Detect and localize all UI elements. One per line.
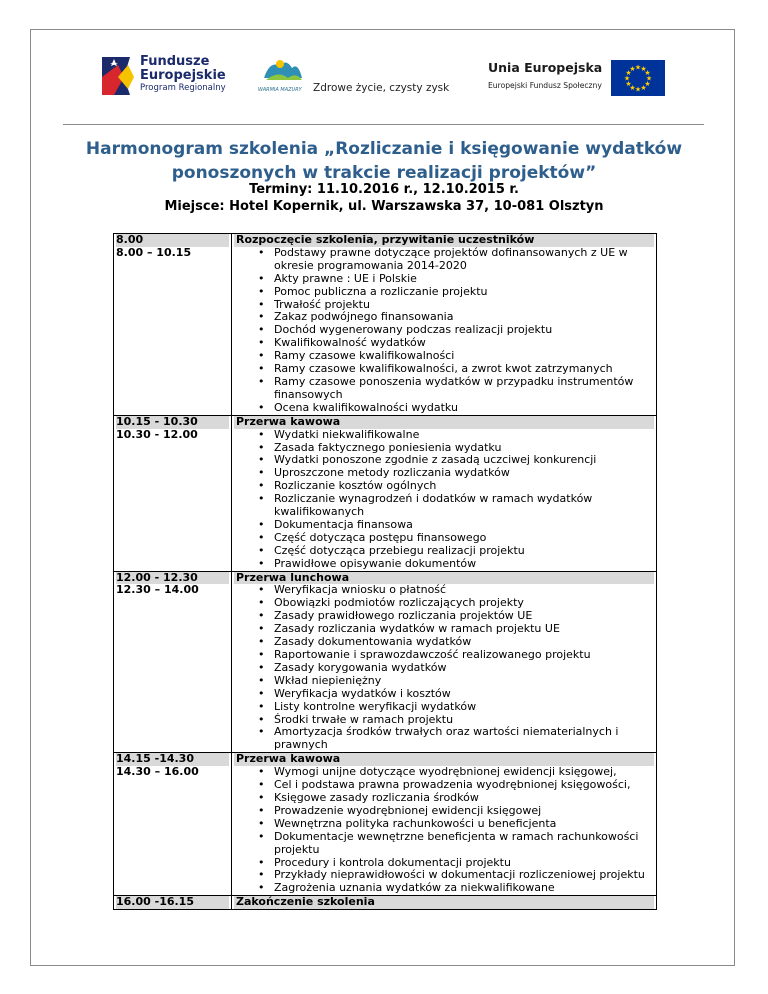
eu-star-icon: ★ xyxy=(629,64,636,73)
eu-line1: Unia Europejska xyxy=(488,60,603,75)
topic-item: • Kwalifikowalność wydatków xyxy=(274,337,654,350)
topic-item: • Wydatki ponoszone zgodnie z zasadą uczciwej konkurencji xyxy=(274,454,654,467)
topic-item: • Dochód wygenerowany podczas realizacji projektu xyxy=(274,324,654,337)
topic-item: • Część dotycząca przebiegu realizacji projektu xyxy=(274,545,654,558)
topic-item: • Obowiązki podmiotów rozliczających projekty xyxy=(274,597,654,610)
session-header: Zakończenie szkolenia xyxy=(234,896,654,909)
topic-item: • Akty prawne : UE i Polskie xyxy=(274,273,654,286)
eu-star-icon: ★ xyxy=(634,85,642,94)
topic-item: • Procedury i kontrola dokumentacji projektu xyxy=(274,857,654,870)
session-header: Przerwa lunchowa xyxy=(234,572,654,585)
schedule-row xyxy=(114,415,657,571)
schedule-row xyxy=(114,571,657,753)
topic-item: • Pomoc publiczna a rozliczanie projektu xyxy=(274,286,654,299)
time-label: 14.30 – 16.00 xyxy=(116,765,199,779)
topic-item: • Wymogi unijne dotyczące wyodrębnionej ewidencji księgowej, xyxy=(274,766,654,779)
eu-star-icon: ★ xyxy=(629,84,636,93)
topic-item: • Wkład niepieniężny xyxy=(274,675,654,688)
eu-star-icon: ★ xyxy=(625,80,632,88)
time-cell xyxy=(114,571,232,753)
time-cell xyxy=(114,896,232,910)
topic-item: • Część dotycząca postępu finansowego xyxy=(274,532,654,545)
topic-item: • Ramy czasowe ponoszenia wydatków w przypadku instrumentów finansowych xyxy=(274,376,654,402)
topic-item: • Dokumentacja finansowa xyxy=(274,519,654,532)
training-dates: Terminy: 11.10.2016 r., 12.10.2015 r. xyxy=(249,182,519,197)
content-cell xyxy=(232,571,657,753)
eu-star-icon: ★ xyxy=(644,69,651,77)
warmia-mazury-logo xyxy=(258,56,488,100)
fundusze-europejskie-logo xyxy=(100,55,250,97)
time-cell xyxy=(114,415,232,571)
time-label: 10.15 - 10.30 xyxy=(116,416,229,429)
topic-item: • Amortyzacja środków trwałych oraz wartości niematerialnych i prawnych xyxy=(274,726,654,752)
fe-line2: Europejskie xyxy=(140,67,226,83)
topic-item: • Prowadzenie wyodrębnionej ewidencji księgowej xyxy=(274,805,654,818)
time-label: 10.30 - 12.00 xyxy=(116,427,198,441)
eu-label xyxy=(488,60,603,90)
topic-item: • Zakaz podwójnego finansowania xyxy=(274,311,654,324)
topic-list xyxy=(234,766,654,895)
topic-item: • Ramy czasowe kwalifikowalności, a zwrot kwot zatrzymanych xyxy=(274,363,654,376)
eu-star-icon: ★ xyxy=(625,69,632,77)
topic-item: • Podstawy prawne dotyczące projektów dofinansowanych z UE w okresie programowania 2014-2020 xyxy=(274,247,654,273)
topic-item: • Rozliczanie wynagrodzeń i dodatków w ramach wydatków kwalifikowanych xyxy=(274,493,654,519)
topic-item: • Zasady rozliczania wydatków w ramach projektu UE xyxy=(274,623,654,636)
eu-star-icon: ★ xyxy=(644,80,651,88)
eu-line2: Europejski Fundusz Społeczny xyxy=(488,81,602,90)
schedule-row xyxy=(114,896,657,910)
document-title: Harmonogram szkolenia „Rozliczanie i księgowanie wydatków ponoszonych w trakcie realizacji projektów” xyxy=(85,139,683,183)
topic-item: • Zasady dokumentowania wydatków xyxy=(274,636,654,649)
content-cell xyxy=(232,753,657,896)
time-label: 12.30 – 14.00 xyxy=(116,583,199,597)
topic-item: • Dokumentacje wewnętrzne beneficjenta w ramach rachunkowości projektu xyxy=(274,831,654,857)
time-label: 16.00 -16.15 xyxy=(116,896,229,909)
header-divider xyxy=(63,124,704,125)
eu-star-icon: ★ xyxy=(645,74,653,83)
schedule-row xyxy=(114,234,657,416)
eu-flag-icon xyxy=(611,60,665,96)
topic-item: • Raportowanie i sprawozdawczość realizowanego projektu xyxy=(274,649,654,662)
topic-item: • Wydatki niekwalifikowalne xyxy=(274,429,654,442)
fe-line1: Fundusze xyxy=(140,54,210,69)
topic-list xyxy=(234,247,654,415)
topic-item: • Zasady prawidłowego rozliczania projektów UE xyxy=(274,610,654,623)
topic-list xyxy=(234,584,654,752)
topic-item: • Uproszczone metody rozliczania wydatków xyxy=(274,467,654,480)
content-cell xyxy=(232,234,657,416)
eu-star-icon: ★ xyxy=(634,63,642,72)
time-label: 14.15 -14.30 xyxy=(116,753,229,766)
session-header: Rozpoczęcie szkolenia, przywitanie uczestników xyxy=(234,234,654,247)
time-label: 8.00 xyxy=(116,234,229,247)
warmia-mazury-emblem-icon xyxy=(258,56,308,86)
topic-item: • Listy kontrolne weryfikacji wydatków xyxy=(274,701,654,714)
topic-item: • Ocena kwalifikowalności wydatku xyxy=(274,402,654,415)
session-header: Przerwa kawowa xyxy=(234,753,654,766)
wm-slogan: Zdrowe życie, czysty zysk xyxy=(313,82,450,94)
fe-flag-icon xyxy=(100,55,140,97)
topic-item: • Zagrożenia uznania wydatków za niekwalifikowane xyxy=(274,882,654,895)
topic-item: • Cel i podstawa prawna prowadzenia wyodrębnionej księgowości, xyxy=(274,779,654,792)
schedule-row xyxy=(114,753,657,896)
content-cell xyxy=(232,415,657,571)
eu-star-icon: ★ xyxy=(623,74,631,83)
topic-item: • Wewnętrzna polityka rachunkowości u beneficjenta xyxy=(274,818,654,831)
fe-line3: Program Regionalny xyxy=(140,83,226,94)
eu-star-icon: ★ xyxy=(640,84,647,93)
topic-item: • Trwałość projektu xyxy=(274,299,654,312)
time-cell xyxy=(114,753,232,896)
topic-list xyxy=(234,429,654,571)
training-location: Miejsce: Hotel Kopernik, ul. Warszawska 37, 10-081 Olsztyn xyxy=(164,199,604,214)
topic-item: • Zasada faktycznego poniesienia wydatku xyxy=(274,442,654,455)
time-cell xyxy=(114,234,232,416)
topic-item: • Przykłady nieprawidłowości w dokumentacji rozliczeniowej projektu xyxy=(274,869,654,882)
session-header: Przerwa kawowa xyxy=(234,416,654,429)
topic-item: • Ramy czasowe kwalifikowalności xyxy=(274,350,654,363)
time-label: 8.00 – 10.15 xyxy=(116,245,192,259)
topic-item: • Prawidłowe opisywanie dokumentów xyxy=(274,558,654,571)
topic-item: • Zasady korygowania wydatków xyxy=(274,662,654,675)
topic-item: • Księgowe zasady rozliczania środków xyxy=(274,792,654,805)
topic-item: • Rozliczanie kosztów ogólnych xyxy=(274,480,654,493)
topic-item: • Środki trwałe w ramach projektu xyxy=(274,714,654,727)
time-label: 12.00 - 12.30 xyxy=(116,572,229,585)
content-cell xyxy=(232,896,657,910)
schedule-table xyxy=(113,233,657,910)
topic-item: • Weryfikacja wydatków i kosztów xyxy=(274,688,654,701)
eu-star-icon: ★ xyxy=(640,64,647,73)
topic-item: • Weryfikacja wniosku o płatność xyxy=(274,584,654,597)
logo-bar xyxy=(0,0,768,110)
wm-sub: WARMIA MAZURY xyxy=(258,87,302,93)
